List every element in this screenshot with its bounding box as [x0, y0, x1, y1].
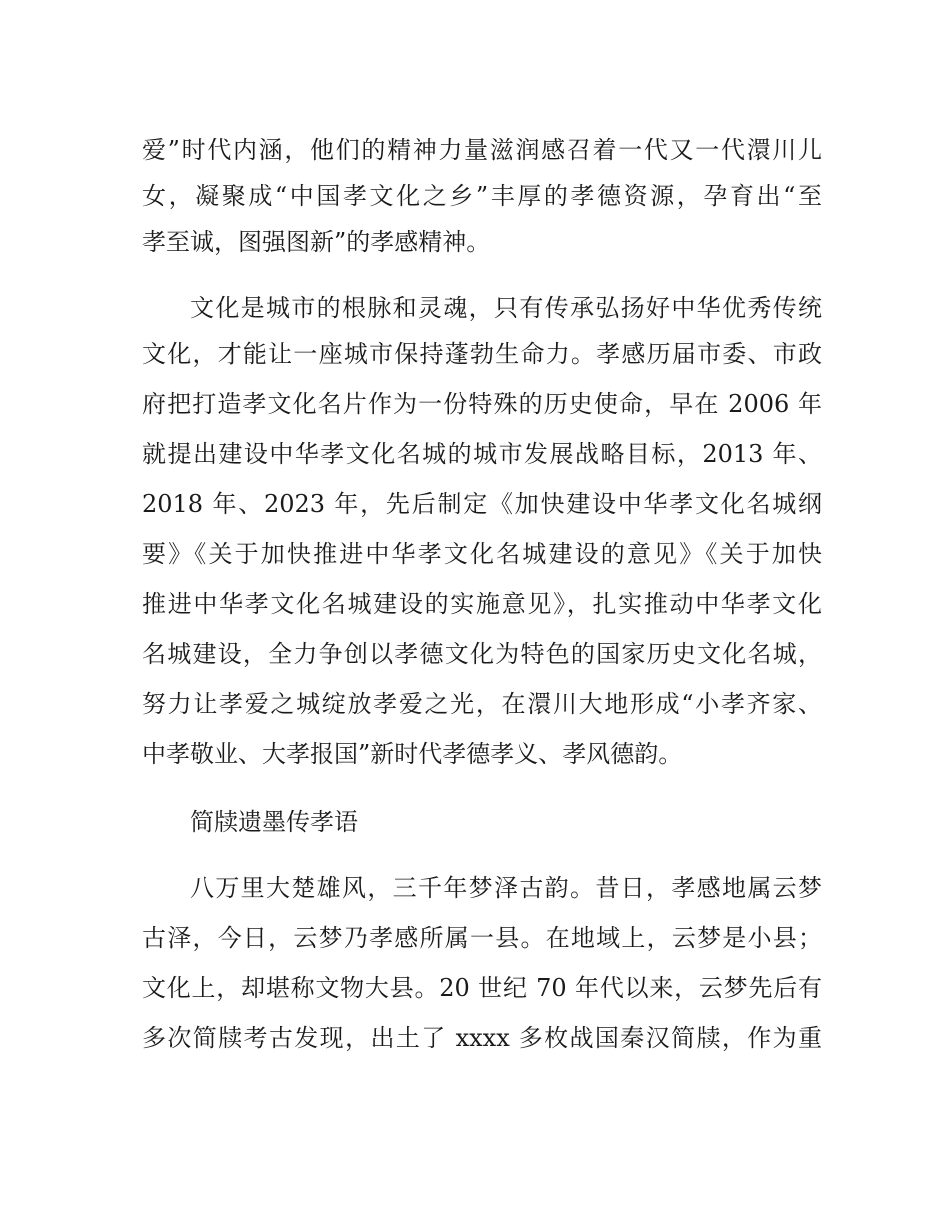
paragraph-2-line-3: 府把打造孝文化名片作为一份特殊的历史使命，早在 2006 年	[142, 390, 822, 418]
paragraph-2-line-6: 要》《关于加快推进中华孝文化名城建设的意见》《关于加快	[142, 540, 822, 568]
paragraph-3-line-1: 八万里大楚雄风，三千年梦泽古韵。昔日，孝感地属云梦	[190, 874, 822, 902]
paragraph-1-line-3: 孝至诚，图强图新”的孝感精神。	[142, 228, 491, 256]
section-heading: 简牍遗墨传孝语	[190, 808, 358, 836]
paragraph-3-line-4: 多次简牍考古发现，出土了 xxxx 多枚战国秦汉简牍，作为重	[142, 1024, 822, 1052]
paragraph-2-line-5: 2018 年、2023 年，先后制定《加快建设中华孝文化名城纲	[142, 490, 822, 518]
paragraph-2-line-8: 名城建设，全力争创以孝德文化为特色的国家历史文化名城，	[142, 640, 822, 668]
paragraph-1-line-1: 爱”时代内涵，他们的精神力量滋润感召着一代又一代澴川儿	[142, 136, 822, 164]
paragraph-2-line-9: 努力让孝爱之城绽放孝爱之光，在澴川大地形成“小孝齐家、	[142, 690, 822, 718]
paragraph-2-line-4: 就提出建设中华孝文化名城的城市发展战略目标，2013 年、	[142, 440, 822, 468]
paragraph-2-line-10: 中孝敬业、大孝报国”新时代孝德孝义、孝风德韵。	[142, 740, 683, 768]
paragraph-3-line-2: 古泽，今日，云梦乃孝感所属一县。在地域上，云梦是小县；	[142, 924, 822, 952]
paragraph-2-line-1: 文化是城市的根脉和灵魂，只有传承弘扬好中华优秀传统	[190, 294, 822, 322]
paragraph-3-line-3: 文化上，却堪称文物大县。20 世纪 70 年代以来，云梦先后有	[142, 974, 822, 1002]
paragraph-2-line-7: 推进中华孝文化名城建设的实施意见》，扎实推动中华孝文化	[142, 590, 822, 618]
paragraph-2-line-2: 文化，才能让一座城市保持蓬勃生命力。孝感历届市委、市政	[142, 340, 822, 368]
paragraph-1-line-2: 女，凝聚成“中国孝文化之乡”丰厚的孝德资源，孕育出“至	[142, 182, 822, 210]
